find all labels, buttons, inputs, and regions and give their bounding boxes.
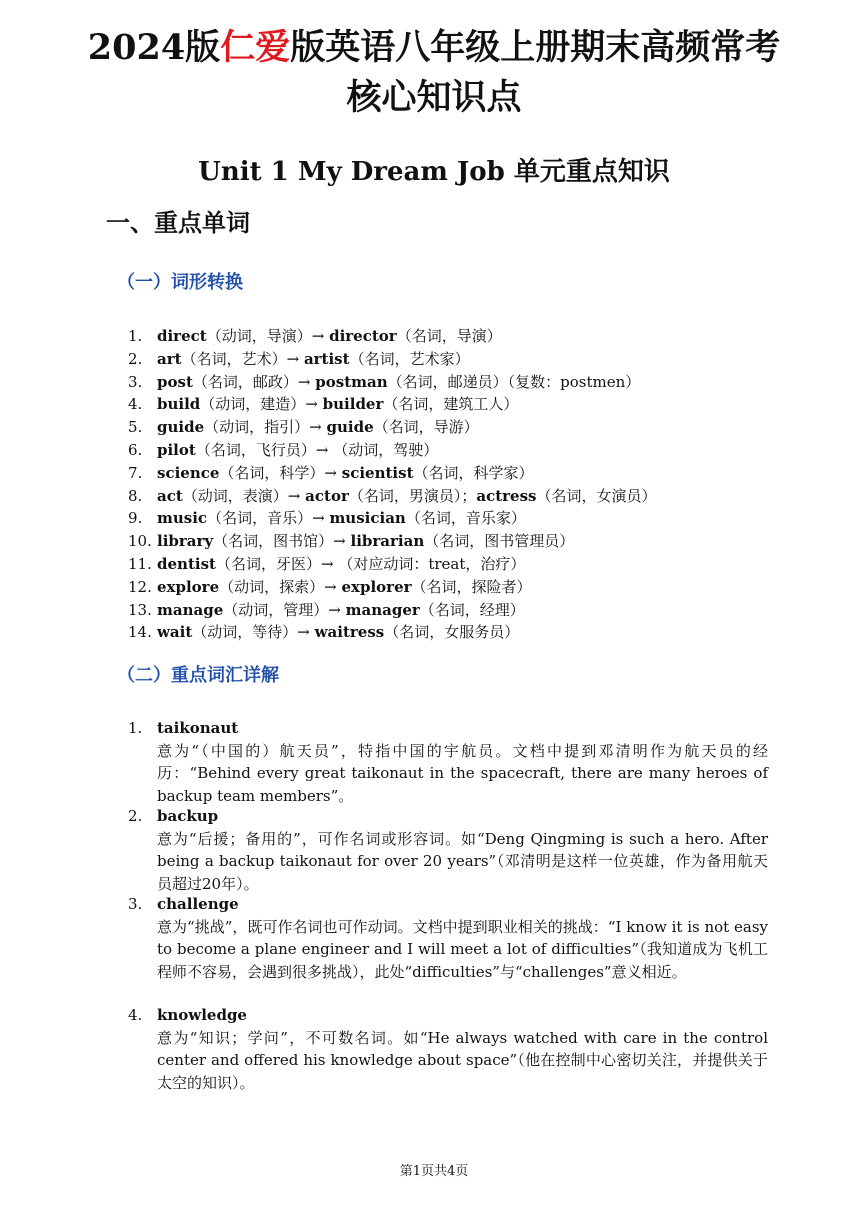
page-footer: 第1页共4页 bbox=[399, 1164, 469, 1179]
list-item: 11. dentist（名词，牙医）→ （对应动词：treat，治疗） bbox=[128, 554, 526, 573]
section-heading: 一、重点单词 bbox=[106, 208, 250, 237]
vocab-explanation: 意为“（中国的）航天员”，特指中国的宇航员。文档中提到邓清明作为航天员的经历：“Behind every great taikonaut in the spacecraft, there are many heroes of backup team members”。 bbox=[157, 741, 768, 805]
document-title-line2: 核心知识点 bbox=[346, 77, 522, 118]
vocab-word: backup bbox=[157, 807, 219, 825]
list-item: 12. explore（动词，探索）→ explorer（名词，探险者） bbox=[128, 577, 532, 596]
list-item: 14. wait（动词，等待）→ waitress（名词，女服务员） bbox=[128, 623, 520, 642]
vocab-explanation: 意为“后援；备用的”，可作名词或形容词。如“Deng Qingming is such a hero. After being a backup taikonaut for over 20 years”（邓清明是这样一位英雄，作为备用航天员超过20年）。 bbox=[157, 829, 768, 893]
list-item: 4. build（动词，建造）→ builder（名词，建筑工人） bbox=[128, 395, 519, 414]
vocab-item: 2. backup 意为“后援；备用的”，可作名词或形容词。如“Deng Qingming is such a hero. After being a backup taikonaut for over 20 years”（邓清明是这样一位英雄，作为备用航天员超过20年）。 bbox=[128, 807, 768, 893]
vocab-word: knowledge bbox=[157, 1006, 247, 1024]
vocab-item: 1. taikonaut 意为“（中国的）航天员”，特指中国的宇航员。文档中提到邓清明作为航天员的经历：“Behind every great taikonaut in the spacecraft, there are many heroes of backup team members”。 bbox=[128, 719, 768, 805]
list-item: 7. science（名词，科学）→ scientist（名词，科学家） bbox=[128, 463, 534, 482]
document-title: 2024版仁爱版英语八年级上册期末高频常考 bbox=[87, 27, 781, 68]
subsection-heading-word-forms: （一）词形转换 bbox=[117, 272, 243, 293]
list-item: 6. pilot（名词，飞行员）→ （动词，驾驶） bbox=[128, 440, 439, 459]
vocab-item: 4. knowledge 意为“知识；学问”，不可数名词。如“He always watched with care in the control center and offered his knowledge about space”（他在控制中心密切关注，并提供关于太空的知识）。 bbox=[128, 1006, 768, 1092]
list-item: 8. act（动词，表演）→ actor（名词，男演员）；actress（名词，女演员） bbox=[128, 486, 657, 505]
vocab-explanation: 意为“知识；学问”，不可数名词。如“He always watched with care in the control center and offered his knowledge about space”（他在控制中心密切关注，并提供关于太空的知识）。 bbox=[157, 1028, 768, 1092]
title-highlight: 仁爱 bbox=[220, 27, 291, 68]
vocab-item: 3. challenge 意为“挑战”，既可作名词也可作动词。文档中提到职业相关的挑战：“I know it is not easy to become a plane engineer and I will meet a lot of difficulties”（我知道成为飞机工程师不容易，会遇到很多挑战），此处“difficulties”与“challenges”意义相近。 bbox=[128, 895, 768, 981]
unit-title: Unit 1 My Dream Job 单元重点知识 bbox=[198, 157, 670, 187]
list-item: 1. direct（动词，导演）→ director（名词，导演） bbox=[128, 327, 502, 345]
vocab-word: taikonaut bbox=[157, 719, 239, 737]
vocab-word: challenge bbox=[157, 895, 239, 913]
list-item: 2. art（名词，艺术）→ artist（名词，艺术家） bbox=[128, 349, 470, 368]
list-item: 13. manage（动词，管理）→ manager（名词，经理） bbox=[128, 600, 525, 619]
vocab-explanation: 意为“挑战”，既可作名词也可作动词。文档中提到职业相关的挑战：“I know it is not easy to become a plane engineer and I will meet a lot of difficulties”（我知道成为飞机工程师不容易，会遇到很多挑战），此处“difficulties”与“challenges”意义相近。 bbox=[157, 917, 768, 981]
subsection-heading-vocab: （二）重点词汇详解 bbox=[117, 665, 279, 686]
list-item: 9. music（名词，音乐）→ musician（名词，音乐家） bbox=[128, 509, 526, 528]
list-item: 5. guide（动词，指引）→ guide（名词，导游） bbox=[128, 418, 479, 437]
word-forms-list bbox=[128, 325, 657, 644]
list-item: 3. post（名词，邮政）→ postman（名词，邮递员）（复数：postmen） bbox=[128, 372, 641, 391]
list-item: 10. library（名词，图书馆）→ librarian（名词，图书管理员） bbox=[128, 532, 575, 551]
